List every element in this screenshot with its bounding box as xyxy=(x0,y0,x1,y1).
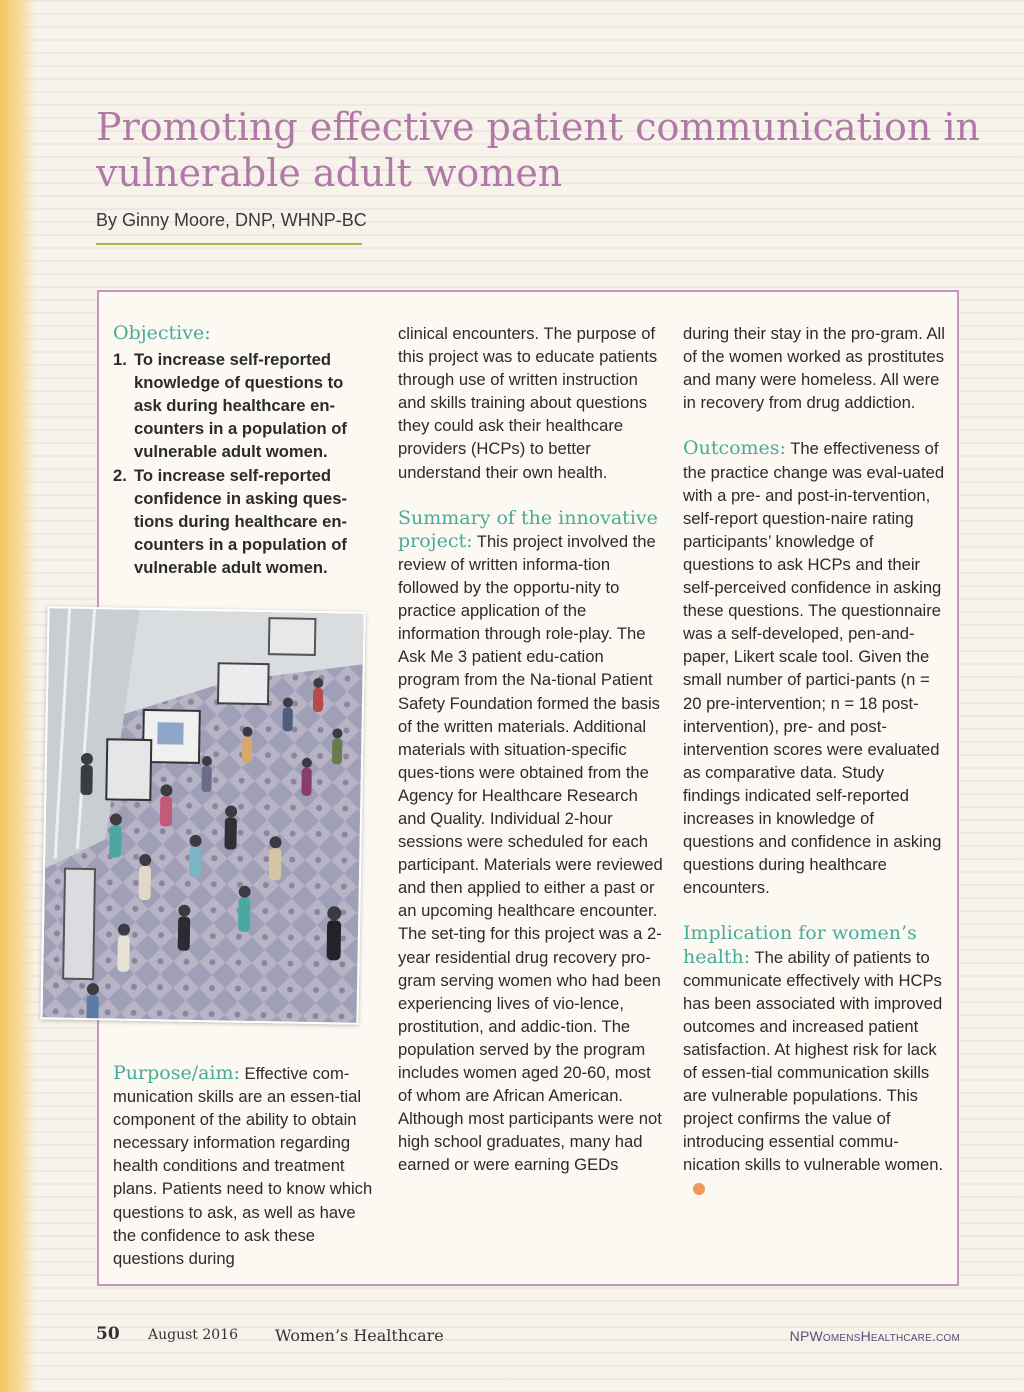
implication-text: The ability of patients to communicate effectively with HCPs has been associated with improved outcomes and increased patient satisfaction. At highest risk for lack of essen-tial communication skills are vulnerable populations. This project confirms the value of introducing essential commu-nication skills to vulnerable women. xyxy=(683,947,944,1175)
byline: By Ginny Moore, DNP, WHNP-BC xyxy=(96,210,367,230)
outcomes-heading: Outcomes: xyxy=(683,437,786,460)
objective-item xyxy=(113,464,375,579)
website-link[interactable]: NPWomensHealthcare.com xyxy=(789,1328,960,1344)
implication-paragraph xyxy=(683,922,945,1199)
objective-text: To increase self-reported knowledge of questions to ask during healthcare en-counters in a population of vulnerable adult women. xyxy=(134,350,347,462)
left-edge-stripe xyxy=(0,0,36,1392)
purpose-text-a: Effective com-munication skills are an essen-tial component of the ability to obtain necessary information regarding health conditions and treatment plans. Patients need to know which questions to ask, as well as have the confidence to ask these questions during xyxy=(113,1064,373,1268)
end-of-article-dot-icon xyxy=(693,1183,705,1195)
summary-continued: during their stay in the pro-gram. All of the women worked as prostitutes and many were homeless. All were in recovery from drug addiction. xyxy=(683,324,945,413)
conference-photo xyxy=(40,606,365,1024)
issue-date: August 2016 xyxy=(148,1327,238,1343)
column-1 xyxy=(113,322,375,579)
purpose-continued: clinical encounters. The purpose of this project was to educate patients through use of written instruction and skills training about questions they could ask their healthcare providers (HCPs) to better understand their own health. xyxy=(398,324,658,482)
objective-number: 1. xyxy=(113,350,127,370)
objective-item xyxy=(113,348,375,463)
purpose-paragraph xyxy=(113,1062,375,1270)
summary-paragraph xyxy=(398,507,664,1177)
page-number: 50 xyxy=(96,1324,120,1344)
purpose-section xyxy=(113,1062,375,1270)
column-3 xyxy=(683,322,945,1200)
conference-photo-illustration xyxy=(42,608,365,1024)
objective-number: 2. xyxy=(113,465,127,485)
outcomes-text: The effectiveness of the practice change was eval-uated with a pre- and post-in-tervention, self-report question-naire rating participants’ knowledge of questions to ask HCPs and their self-perceived confidence in asking these questions. The questionnaire was a self-developed, pen-and-paper, Likert scale tool. Given the small number of partici-pants (n = 20 pre-intervention; n = 18 post-intervention), pre- and post-intervention scores were evaluated as comparative data. Study findings indicated self-reported increases in knowledge of questions and confidence in asking questions during healthcare encounters. xyxy=(683,439,945,898)
summary-heading: Summary of the innovative project: xyxy=(398,506,658,552)
objective-text: To increase self-reported confidence in asking ques-tions during healthcare en-counters in a population of vulnerable adult women. xyxy=(134,465,347,577)
byline-rule xyxy=(96,243,362,245)
objective-list xyxy=(113,348,375,579)
objective-heading: Objective: xyxy=(113,322,211,344)
journal-name: Women’s Healthcare xyxy=(275,1326,444,1345)
page-footer xyxy=(96,1324,960,1350)
article-title: Promoting effective patient communication in vulnerable adult women xyxy=(96,105,981,195)
purpose-heading: Purpose/aim: xyxy=(113,1062,240,1084)
implication-heading: Implication for women’s health: xyxy=(683,922,917,968)
outcomes-paragraph xyxy=(683,437,945,899)
column-2 xyxy=(398,322,664,1176)
summary-text-a: This project involved the review of written informa-tion followed by the opportu-nity to practice application of the information through role-play. The Ask Me 3 patient edu-cation program from the Na-tional Patient Safety Foundation formed the basis of the written materials. Additional materials with situation-specific ques-tions were obtained from the Agency for Healthcare Research and Quality. Individual 2-hour sessions were scheduled for each participant. Materials were reviewed and then applied to either a past or an upcoming healthcare encounter. The set-ting for this project was a 2-year residential drug recovery pro-gram serving women who had been experiencing lives of vio-lence, prostitution, and addic-tion. The population served by the program includes women aged 20-60, most of whom are African American. Although most participants were not high school graduates, many had earned or were earning GEDs xyxy=(398,531,663,1175)
